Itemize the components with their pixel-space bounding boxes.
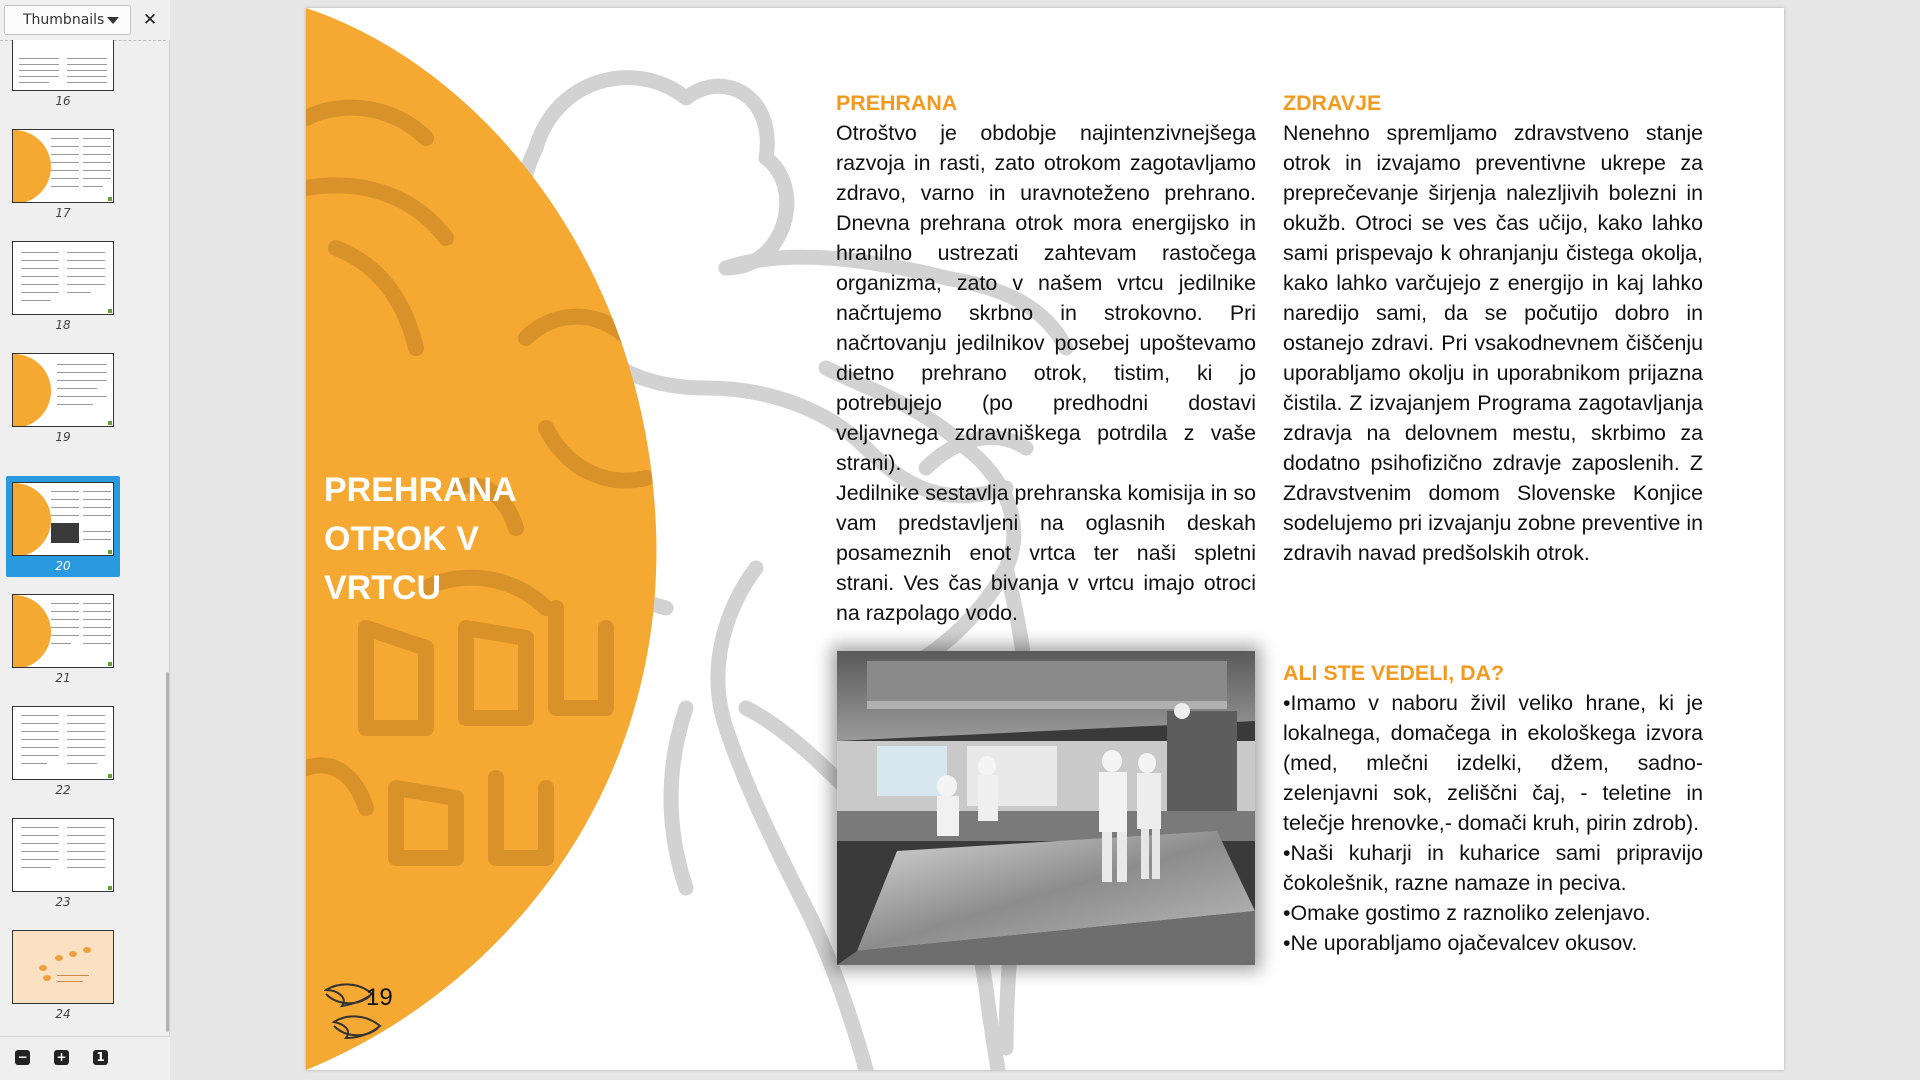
thumbnail-image xyxy=(12,482,114,556)
fit-page-button[interactable]: 1 xyxy=(93,1050,108,1065)
sidebar-mode-label: Thumbnails xyxy=(23,12,105,28)
thumbnail-page-21[interactable] xyxy=(6,588,120,689)
thumbnail-page-number: 17 xyxy=(55,206,71,220)
close-sidebar-button[interactable]: ✕ xyxy=(142,10,158,30)
thumbnail-image xyxy=(12,353,114,427)
zdravje-heading: ZDRAVJE xyxy=(1283,91,1382,115)
list-item: •Omake gostimo z raznoliko zelenjavo. xyxy=(1283,901,1651,925)
prehrana-paragraph-2: Jedilnike sestavlja prehranska komisija in so vam predstavljeni na oglasnih deskah posameznih enot vrtca ter naši spletni strani. Ves čas bivanja v vrtcu imajo otroci na razpolago vodo. xyxy=(836,481,1256,625)
prehrana-heading: PREHRANA xyxy=(836,91,958,115)
section-title xyxy=(324,466,644,613)
thumbnail-image xyxy=(12,594,114,668)
thumbnail-image xyxy=(12,930,114,1004)
sidebar-footer xyxy=(0,1036,170,1080)
thumbnail-page-number: 18 xyxy=(55,318,71,332)
list-item: •Naši kuharji in kuharice sami pripravijo čokolešnik, razne namaze in peciva. xyxy=(1283,841,1703,895)
thumbnail-page-17[interactable] xyxy=(6,123,120,224)
zdravje-paragraph: Nenehno spremljamo zdravstveno stanje otrok in izvajamo preventivne ukrepe za preprečevanje širjenja nalezljivih bolezni in okužb. Otroci se ves čas učijo, kako lahko sami prispevajo k ohranjanju čistega okolja, kako lahko varčujejo z energijo in kaj lahko naredijo sami, da se počutijo dobro in ostanejo zdravi. Pri vsakodnevnem čiščenju uporabljamo okolju in uporabnikom prijazna čistila. Z izvajanjem Programa zagotavljanja zdravja na delovnem mestu, skrbimo za dodatno psihofizično zdravje zaposlenih. Z Zdravstvenim domom Slovenske Konjice sodelujemo pri izvajanju zobne preventive in zdravih navad predšolskih otrok. xyxy=(1283,121,1703,565)
thumbnail-image xyxy=(12,818,114,892)
section-title-line: PREHRANA xyxy=(324,471,517,509)
thumbnail-page-number: 23 xyxy=(55,895,71,909)
thumbnail-page-number: 24 xyxy=(55,1007,71,1021)
thumbnail-page-24[interactable] xyxy=(6,924,120,1025)
thumbnail-page-18[interactable] xyxy=(6,235,120,336)
list-item: •Imamo v naboru živil veliko hrane, ki je lokalnega, domačega in ekološkega izvora (med, mlečni izdelki, džem, sadno-zelenjavni sok, zeliščni čaj, - teletine in telečje hrenovke,- domači kruh, pirin zdrob). xyxy=(1283,691,1703,835)
thumbnail-page-23[interactable] xyxy=(6,812,120,913)
thumbnail-page-20[interactable] xyxy=(6,476,120,577)
thumbnail-page-19[interactable] xyxy=(6,347,120,448)
zdravje-section xyxy=(1283,88,1703,568)
sidebar-header xyxy=(0,0,170,40)
thumbnail-image xyxy=(12,129,114,203)
thumbnail-page-number: 21 xyxy=(55,671,71,685)
section-title-line: OTROK V xyxy=(324,520,479,558)
thumbnail-page-number: 16 xyxy=(55,94,71,108)
chevron-down-icon xyxy=(107,17,119,24)
thumbnail-image xyxy=(12,40,114,91)
thumbnail-page-16[interactable] xyxy=(6,40,120,112)
thumbnail-page-number: 22 xyxy=(55,783,71,797)
thumbnail-list[interactable] xyxy=(0,40,166,1035)
prehrana-section xyxy=(836,88,1256,628)
kitchen-photo xyxy=(837,651,1255,965)
document-page xyxy=(306,8,1784,1070)
thumbnail-image xyxy=(12,706,114,780)
zoom-in-button[interactable]: + xyxy=(54,1050,69,1065)
thumbnail-page-22[interactable] xyxy=(6,700,120,801)
ali-ste-vedeli-section xyxy=(1283,658,1703,958)
zoom-out-button[interactable]: − xyxy=(15,1050,30,1065)
page-number: 19 xyxy=(366,984,393,1011)
thumbnail-page-number: 20 xyxy=(55,559,71,573)
list-item: •Ne uporabljamo ojačevalcev okusov. xyxy=(1283,931,1638,955)
thumbnail-image xyxy=(12,241,114,315)
section-title-line: VRTCU xyxy=(324,569,442,607)
sidebar-mode-select[interactable] xyxy=(4,5,131,35)
thumbnail-page-number: 19 xyxy=(55,430,71,444)
thumbnail-sidebar xyxy=(0,0,170,1080)
prehrana-paragraph-1: Otroštvo je obdobje najintenzivnejšega razvoja in rasti, zato otrokom zagotavljamo zdravo, varno in uravnoteženo prehrano. Dnevna prehrana otrok mora energijsko in hranilno ustrezati zahtevam rastočega organizma, zato v našem vrtcu jedilnike načrtujemo skrbno in strokovno. Pri načrtovanju jedilnikov posebej upoštevamo dietno prehrano otrok, tistim, ki jo potrebujejo (po predhodni dostavi veljavnega zdravniškega potrdila z vaše strani). xyxy=(836,121,1256,475)
sidebar-scrollbar[interactable] xyxy=(166,672,169,1032)
ali-ste-vedeli-heading: ALI STE VEDELI, DA? xyxy=(1283,661,1505,685)
